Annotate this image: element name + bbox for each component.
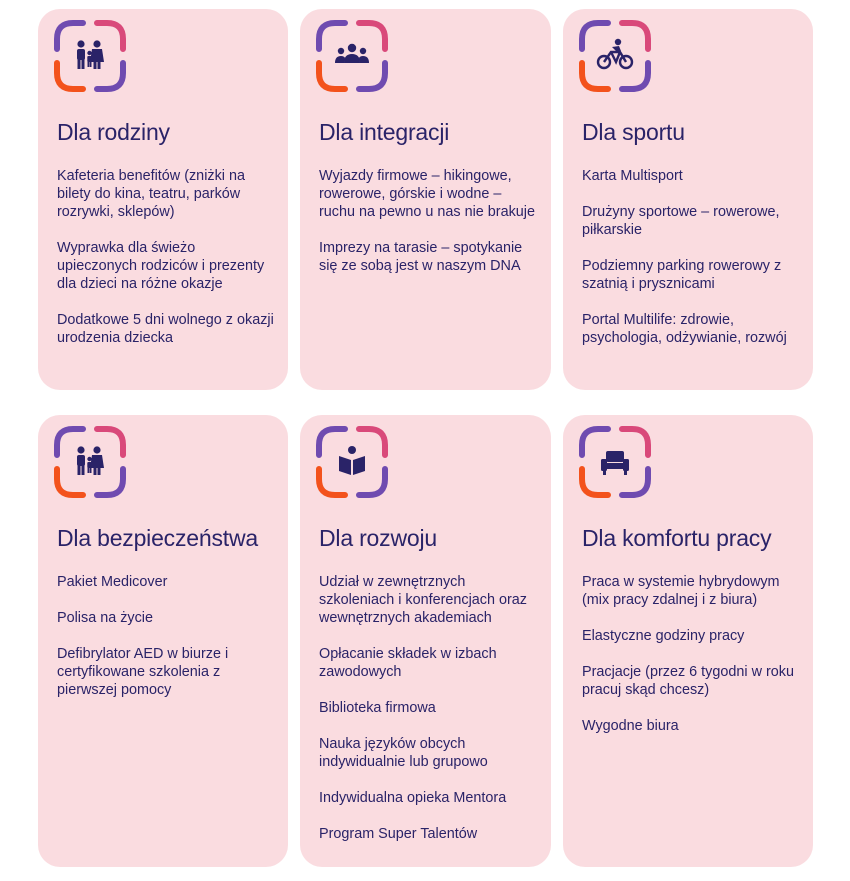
armchair-icon	[576, 423, 654, 501]
benefit-item: Wyprawka dla świeżo upieczonych rodziców i prezenty dla dzieci na różne okazje	[57, 240, 265, 292]
benefit-card	[38, 9, 288, 390]
benefit-item: Opłacanie składek w izbach zawodowych	[319, 646, 497, 680]
benefit-list	[582, 573, 799, 753]
benefit-item: Praca w systemie hybrydowym (mix pracy zdalnej i z biura)	[582, 574, 780, 608]
card-title: Dla bezpieczeństwa	[57, 525, 258, 551]
benefit-item: Biblioteka firmowa	[319, 700, 436, 716]
card-title: Dla sportu	[582, 119, 685, 145]
card-title: Dla komfortu pracy	[582, 525, 772, 551]
card-title: Dla rodziny	[57, 119, 170, 145]
card-title: Dla rozwoju	[319, 525, 437, 551]
benefit-item: Drużyny sportowe – rowerowe, piłkarskie	[582, 204, 780, 238]
bicycle-icon	[576, 17, 654, 95]
benefit-item: Udział w zewnętrznych szkoleniach i konferencjach oraz wewnętrznych akademiach	[319, 574, 527, 626]
group-icon	[313, 17, 391, 95]
benefit-item: Polisa na życie	[57, 610, 153, 626]
benefit-item: Podziemny parking rowerowy z szatnią i prysznicami	[582, 258, 782, 292]
benefit-item: Program Super Talentów	[319, 826, 478, 842]
benefit-item: Wygodne biura	[582, 718, 679, 734]
book-reader-icon	[313, 423, 391, 501]
family-icon	[51, 423, 129, 501]
benefit-item: Defibrylator AED w biurze i certyfikowane szkolenia z pierwszej pomocy	[57, 646, 229, 698]
benefit-item: Imprezy na tarasie – spotykanie się ze sobą jest w naszym DNA	[319, 240, 523, 274]
benefit-item: Wyjazdy firmowe – hikingowe, rowerowe, górskie i wodne – ruchu na pewno u nas nie brakuje	[319, 168, 536, 220]
benefit-item: Elastyczne godziny pracy	[582, 628, 745, 644]
benefit-item: Dodatkowe 5 dni wolnego z okazji urodzenia dziecka	[57, 312, 274, 346]
benefit-list	[57, 573, 274, 717]
benefit-list	[582, 167, 799, 365]
benefit-item: Nauka języków obcych indywidualnie lub grupowo	[319, 736, 488, 770]
benefit-card	[300, 415, 551, 867]
benefit-item: Karta Multisport	[582, 168, 683, 184]
card-title: Dla integracji	[319, 119, 450, 145]
benefit-card	[563, 415, 813, 867]
benefit-list	[319, 167, 537, 293]
benefit-card	[38, 415, 288, 867]
benefit-card	[563, 9, 813, 390]
benefit-item: Pakiet Medicover	[57, 574, 168, 590]
benefit-list	[319, 573, 537, 861]
benefit-item: Portal Multilife: zdrowie, psychologia, odżywianie, rozwój	[582, 312, 787, 346]
family-icon	[51, 17, 129, 95]
benefit-item: Kafeteria benefitów (zniżki na bilety do kina, teatru, parków rozrywki, sklepów)	[57, 168, 245, 220]
benefit-card	[300, 9, 551, 390]
benefit-item: Pracjacje (przez 6 tygodni w roku pracuj skąd chcesz)	[582, 664, 794, 698]
benefit-item: Indywidualna opieka Mentora	[319, 790, 507, 806]
benefit-list	[57, 167, 274, 365]
